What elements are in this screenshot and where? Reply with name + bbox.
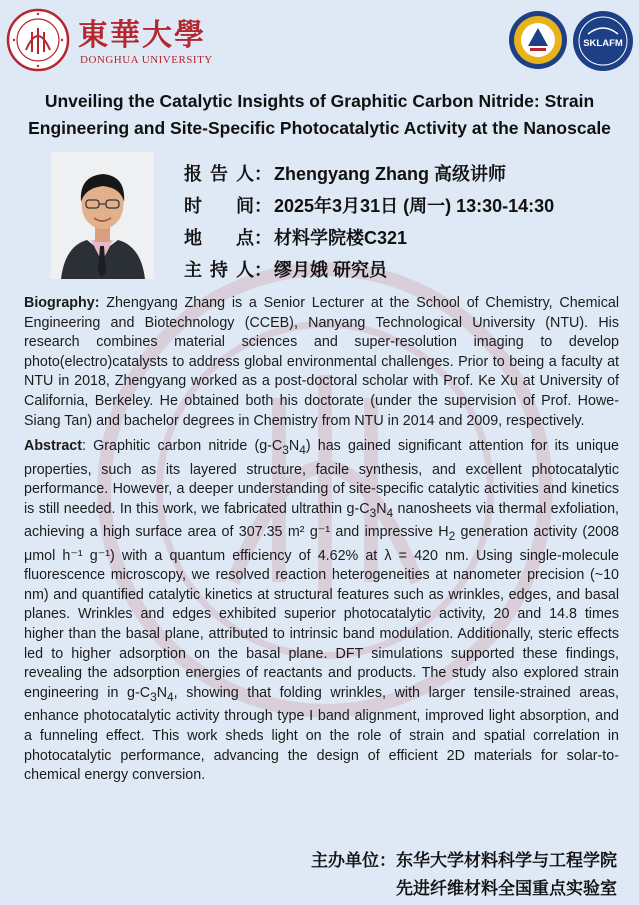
info-row-speaker: 报 告 人 ： Zhengyang Zhang 高级讲师 xyxy=(184,157,554,189)
info-label-host: 主 持 人 xyxy=(184,260,254,280)
host-name: 缪月娥 研究员 xyxy=(274,260,388,280)
organizer-line-1: 主办单位：东华大学材料科学与工程学院 xyxy=(311,851,617,870)
organizer-line-2: 先进纤维材料全国重点实验室 xyxy=(396,879,617,898)
talk-title xyxy=(10,88,629,142)
sklafm-logo-icon xyxy=(572,10,634,72)
talk-info xyxy=(184,157,554,285)
donghua-seal-icon xyxy=(6,8,70,72)
talk-body xyxy=(24,294,619,792)
lab-seal-icon xyxy=(508,10,568,70)
info-row-time: 时 间 ： 2025年3月31日 (周一) 13:30-14:30 xyxy=(184,189,554,221)
biography-text: Zhengyang Zhang is a Senior Lecturer at the School of Chemistry, Chemical Engineering and Biotechnology (CCEB), Nanyang Technological University (NTU). His research combines material sciences and super-resolution imaging to develop photo(electro)catalysts to address global environmental challenges. Prior to being a faculty at NTU in 2018, Zhengyang worked as a post-doctoral scholar with Prof. Ke Xu at University of California, Berkeley. He obtained both his doctorate (under the supervision of Prof. Howe-Siang Tan) and bachelor degrees in Chemistry from NTU in 2014 and 2009, respectively. xyxy=(24,295,619,429)
sklafm-logo-text: SKLAFM xyxy=(583,38,623,49)
speaker-name: Zhengyang Zhang 高级讲师 xyxy=(274,164,506,184)
talk-title-line-2: Engineering and Site-Specific Photocatalytic Activity at the Nanoscale xyxy=(28,118,611,138)
abstract-paragraph: Abstract: Graphitic carbon nitride $(g-C_3N_4)$ has gained significant attention for its unique properties, such as its layered structure, facile synthesis, and excellent photocatalytic performance. However, a deeper understanding of site-specific catalytic activities and kinetics is still needed. In this work, we fabricated ultrathin $g-C_3N_4$ nanosheets via thermal exfoliation, achieving a high surface area of 307.35 m² g⁻¹ and impressive $H_2$ generation activity (2008 μmol h⁻¹ g⁻¹) with a quantum efficiency of 4.62% at λ = 420 nm. Using single-molecule fluorescence microscopy, we resolved reaction heterogeneities at nanometer precision (~10 nm) and quantified catalytic kinetics at structural features such as wrinkles, edges, and basal planes. Wrinkles and edges exhibited superior photocatalytic activity, 20 and 14.8 times higher than the basal plane, attributed to intrinsic band modulation. Additionally, steric effects led to higher adsorption on the basal plane. DFT simulations supported these findings, revealing the adsorption energies of reactants and products. The study also explored strain engineering in $g-C_3N_4$, showing that folding wrinkles, with larger tensile-strained areas, enhance photocatalytic activity through type I band alignment, improved light absorption, and a funneling effect. This work sheds light on the role of strain and spatial correlation in photocatalytic performance, advancing the design of efficient 2D materials for solar-to-chemical energy conversion. xyxy=(24,438,619,784)
info-label-time: 时 间 xyxy=(184,196,254,216)
header xyxy=(0,0,639,80)
organizer xyxy=(311,847,617,903)
university-name-cn: 東華大學 xyxy=(78,18,206,53)
talk-time: 2025年3月31日 (周一) 13:30-14:30 xyxy=(274,196,555,216)
abstract-heading: Abstract xyxy=(24,438,82,455)
info-label-location: 地 点 xyxy=(184,228,254,248)
info-label-speaker: 报 告 人 xyxy=(184,164,254,184)
biography-paragraph xyxy=(24,294,619,431)
university-name-en: DONGHUA UNIVERSITY xyxy=(80,54,213,66)
talk-location: 材料学院楼C321 xyxy=(274,228,408,248)
speaker-photo xyxy=(51,152,154,279)
biography-heading: Biography: xyxy=(24,295,100,311)
info-row-location: 地 点 ： 材料学院楼C321 xyxy=(184,221,554,253)
talk-title-line-1: Unveiling the Catalytic Insights of Graphitic Carbon Nitride: Strain xyxy=(44,91,595,111)
info-row-host: 主 持 人 ： 缪月娥 研究员 xyxy=(184,253,554,285)
